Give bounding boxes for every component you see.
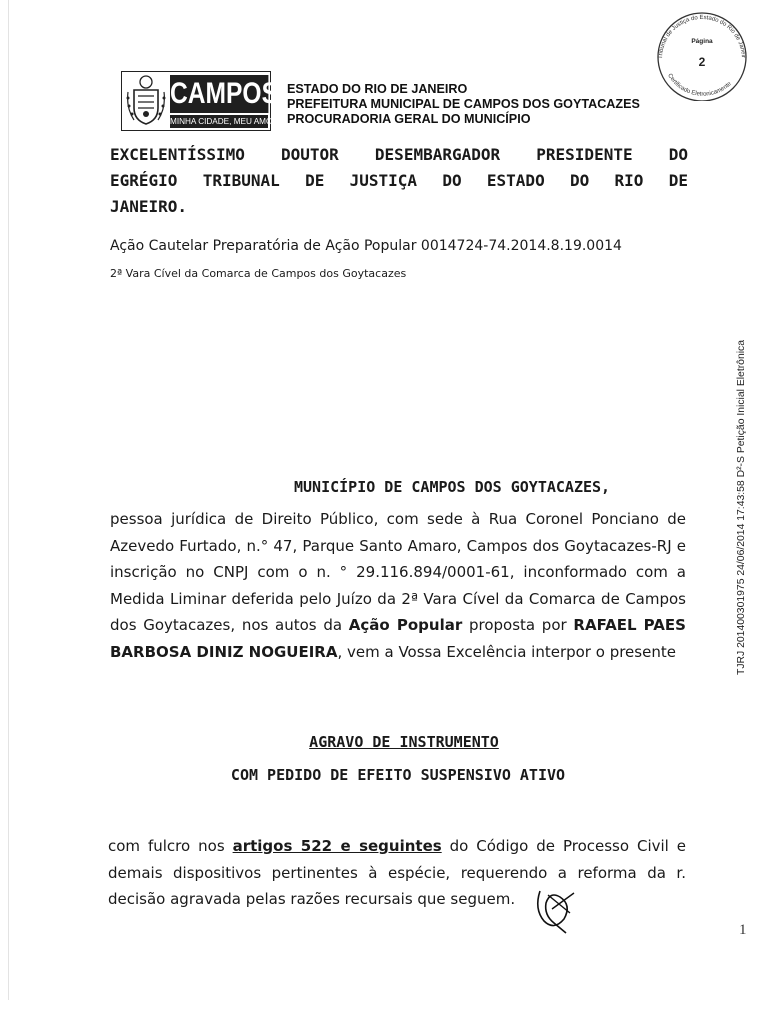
party-text-b: proposta por (468, 616, 567, 635)
page-number: 1 (739, 922, 747, 938)
case-title: Ação Cautelar Preparatória de Ação Popular 0014724-74.2014.8.19.0014 (110, 238, 622, 254)
closing-text-b: do Código de Processo Civil e demais dispositivos pertinentes à espécie, requerendo a reforma da r. decisão agravada pelas razões recursais que seguem. (108, 837, 686, 909)
seal-page-label: Página (691, 38, 713, 45)
signature-initials (530, 883, 580, 935)
letterhead-attorney-office: PROCURADORIA GERAL DO MUNICÍPIO (287, 112, 531, 126)
logo-tagline: MINHA CIDADE, MEU AMOR. (170, 117, 281, 126)
recipient-address (110, 142, 688, 220)
recipient-line-1: EXCELENTÍSSIMO DOUTOR DESEMBARGADOR PRESIDENTE DO (110, 145, 688, 164)
party-text-c: , vem a Vossa Excelência interpor o presente (337, 642, 676, 661)
svg-text:Certificado Eletronicamente (666, 73, 733, 98)
seal-bottom-text: Certificado Eletronicamente (666, 72, 733, 98)
closing-paragraph (108, 833, 686, 913)
action-type: Ação Popular (348, 616, 463, 635)
court-name: 2ª Vara Cível da Comarca de Campos dos Goytacazes (110, 267, 407, 280)
articles-reference: artigos 522 e seguintes (232, 837, 442, 855)
campos-logo (121, 71, 281, 131)
party-qualification-paragraph (110, 506, 686, 666)
court-seal-stamp (648, 9, 756, 101)
closing-text-a: com fulcro nos (108, 837, 225, 855)
page-edge (8, 0, 9, 1000)
letterhead-state: ESTADO DO RIO DE JANEIRO (287, 82, 468, 96)
coat-of-arms-icon (124, 74, 168, 128)
plaintiff-name: RAFAEL PAES BARBOSA DINIZ NOGUEIRA (110, 616, 686, 661)
document-subtitle: COM PEDIDO DE EFEITO SUSPENSIVO ATIVO (230, 766, 566, 784)
svg-text:Tribunal de Justiça do Estado (648, 9, 746, 59)
recipient-line-2: EGRÉGIO TRIBUNAL DE JUSTIÇA DO ESTADO DO RIO DE (110, 171, 688, 190)
party-name: MUNICÍPIO DE CAMPOS DOS GOYTACAZES, (294, 478, 611, 496)
recipient-line-3: JANEIRO. (110, 197, 188, 216)
seal-ring-text: Tribunal de Justiça do Estado do Rio de Janeir (657, 14, 746, 60)
seal-page-number: 2 (698, 55, 706, 69)
letterhead-prefecture: PREFEITURA MUNICIPAL DE CAMPOS DOS GOYTACAZES (287, 97, 640, 111)
electronic-filing-stamp: TJRJ 201400301975 24/06/2014 17:43:58 D²-S Petição Inicial Eletrônica (736, 339, 747, 675)
party-text-a: pessoa jurídica de Direito Público, com sede à Rua Coronel Ponciano de Azevedo Furtado, n.° 47, Parque Santo Amaro, Campos dos Goytacazes-RJ e inscrição no CNPJ com o n. ° 29.116.894/0001-61, inconformado com a Medida Liminar deferida pelo Juízo da 2ª Vara Cível da Comarca de Campos dos Goytacazes, nos autos da (110, 510, 686, 635)
document-title: AGRAVO DE INSTRUMENTO (309, 733, 499, 751)
letterhead (287, 82, 640, 127)
logo-wordmark: CAMPOS (170, 75, 268, 113)
